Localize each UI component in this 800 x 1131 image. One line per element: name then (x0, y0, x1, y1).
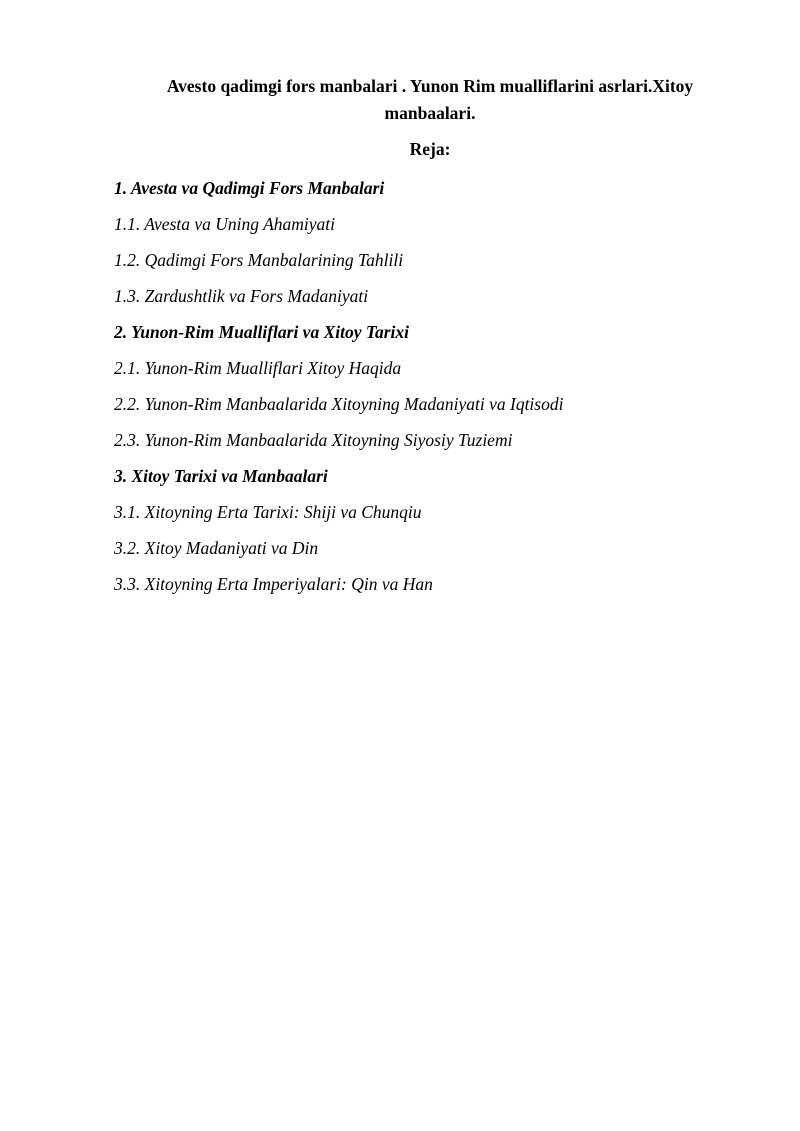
outline-item: 3.3. Xitoyning Erta Imperiyalari: Qin va Han (114, 574, 433, 594)
outline-section: 1. Avesta va Qadimgi Fors Manbalari (114, 178, 385, 198)
document-title: Avesto qadimgi fors manbalari . Yunon Rim mualliflarini asrlari.Xitoy manbaalari. (166, 76, 694, 123)
outline-item: 2.3. Yunon-Rim Manbaalarida Xitoyning Siyosiy Tuziemi (114, 430, 513, 450)
outline-item: 3.2. Xitoy Madaniyati va Din (114, 538, 319, 558)
plan-outline (114, 170, 734, 602)
outline-item: 2.1. Yunon-Rim Mualliflari Xitoy Haqida (114, 358, 402, 378)
outline-item: 1.1. Avesta va Uning Ahamiyati (114, 214, 335, 234)
outline-item: 1.2. Qadimgi Fors Manbalarining Tahlili (114, 250, 404, 270)
outline-item: 2.2. Yunon-Rim Manbaalarida Xitoyning Madaniyati va Iqtisodi (114, 394, 564, 414)
outline-item: 3.1. Xitoyning Erta Tarixi: Shiji va Chunqiu (114, 502, 422, 522)
outline-section: 3. Xitoy Tarixi va Manbaalari (114, 466, 328, 486)
plan-heading: Reja: (409, 139, 451, 159)
outline-section: 2. Yunon-Rim Mualliflari va Xitoy Tarixi (114, 322, 409, 342)
outline-item: 1.3. Zardushtlik va Fors Madaniyati (114, 286, 369, 306)
